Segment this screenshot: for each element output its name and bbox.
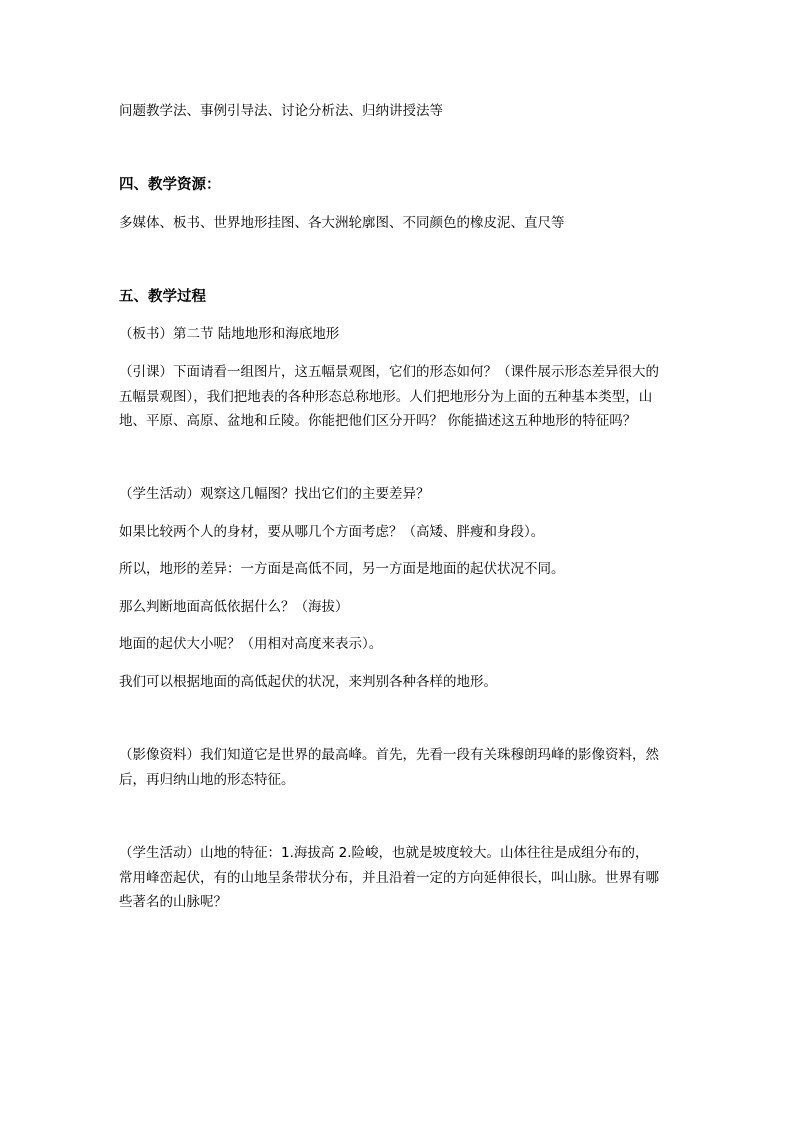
activity1-line-4: 那么判断地面高低依据什么？（海拔） bbox=[119, 599, 349, 615]
activity1-line-1: （学生活动）观察这几幅图？找出它们的主要差异？ bbox=[119, 486, 430, 502]
activity1-line-3: 所以，地形的差异：一方面是高低不同，另一方面是地面的起伏状况不同。 bbox=[119, 561, 565, 577]
section-4-heading: 四、教学资源： bbox=[119, 177, 221, 193]
activity1-line-2: 如果比较两个人的身材，要从哪几个方面考虑？（高矮、胖瘦和身段）。 bbox=[119, 524, 545, 540]
intro-line-1: （引课）下面请看一组图片，这五幅景观图，它们的形态如何？（课件展示形态差异很大的 bbox=[119, 364, 659, 380]
video-line-2: 后，再归纳山地的形态特征。 bbox=[119, 772, 295, 788]
activity2-line-1: （学生活动）山地的特征：1.海拔高 2.险峻，也就是坡度较大。山体往往是成组分布的， bbox=[119, 845, 649, 861]
video-line-1: （影像资料）我们知道它是世界的最高峰。首先，先看一段有关珠穆朗玛峰的影像资料，然 bbox=[119, 747, 659, 763]
activity2-line-2: 常用峰峦起伏，有的山地呈条带状分布，并且沿着一定的方向延伸很长，叫山脉。世界有哪 bbox=[119, 870, 659, 886]
teaching-methods-text: 问题教学法、事例引导法、讨论分析法、归纳讲授法等 bbox=[119, 103, 443, 119]
teaching-resources-text: 多媒体、板书、世界地形挂图、各大洲轮廓图、不同颜色的橡皮泥、直尺等 bbox=[119, 215, 565, 231]
activity1-line-6: 我们可以根据地面的高低起伏的状况，来判别各种各样的地形。 bbox=[119, 674, 497, 690]
intro-line-2: 五幅景观图），我们把地表的各种形态总称地形。人们把地形分为上面的五种基本类型，山 bbox=[119, 389, 653, 405]
board-title-text: （板书）第二节 陆地地形和海底地形 bbox=[119, 326, 340, 342]
activity2-line-3: 些著名的山脉呢？ bbox=[119, 894, 227, 910]
intro-line-3: 地、平原、高原、盆地和丘陵。你能把他们区分开吗？ 你能描述这五种地形的特征吗？ bbox=[119, 413, 637, 429]
section-5-heading: 五、教学过程 bbox=[119, 289, 206, 305]
activity1-line-5: 地面的起伏大小呢？（用相对高度来表示）。 bbox=[119, 636, 383, 652]
